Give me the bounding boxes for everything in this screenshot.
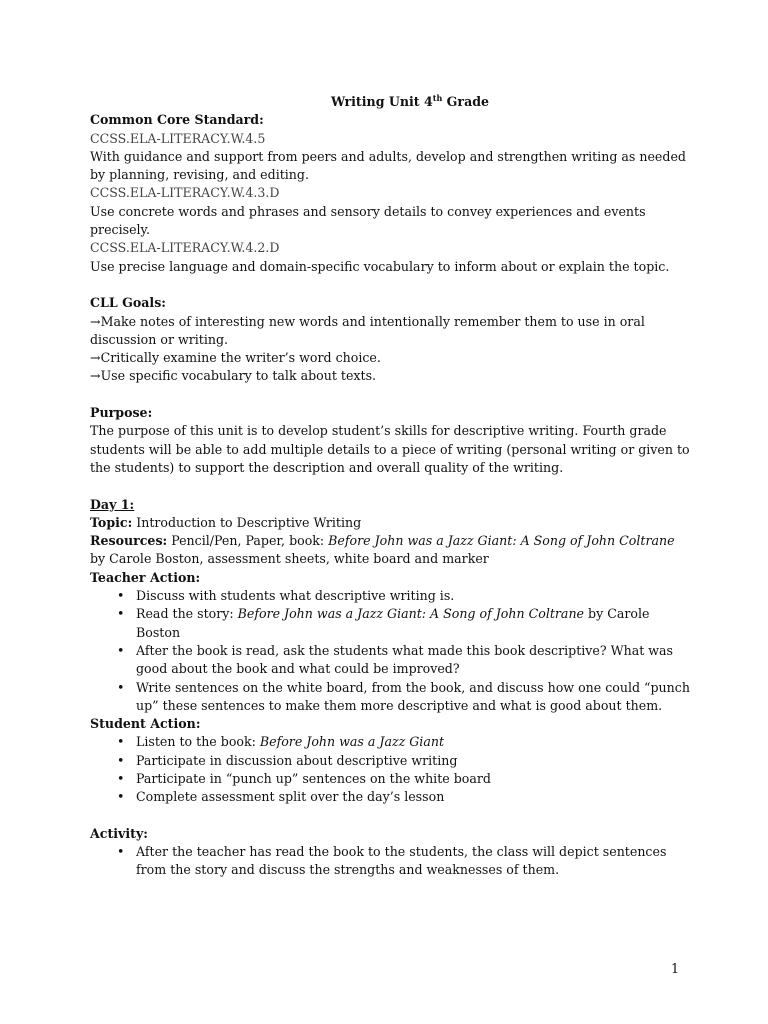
student-action-heading: Student Action:	[90, 716, 201, 732]
standard-text: Use precise language and domain-specific vocabulary to inform about or explain the topic.	[90, 258, 670, 274]
list-item: • After the teacher has read the book to the students, the class will depict sentences from the story and discuss the strengths and weaknesses of them.	[90, 843, 690, 880]
cll-goals-heading: CLL Goals:	[90, 295, 166, 311]
teacher-action-list	[90, 587, 690, 715]
topic-line: Topic: Introduction to Descriptive Writing	[90, 514, 362, 530]
standard-code: CCSS.ELA-LITERACY.W.4.3.D	[90, 185, 280, 201]
purpose-heading: Purpose:	[90, 405, 153, 421]
document-page	[90, 93, 690, 880]
cll-goal: → Make notes of interesting new words and intentionally remember them to use in oral discussion or writing.	[90, 313, 690, 350]
activity-list	[90, 843, 690, 880]
standard-text: With guidance and support from peers and adults, develop and strengthen writing as needed by planning, revising, and editing.	[90, 148, 686, 183]
list-item: • Participate in discussion about descriptive writing	[90, 752, 690, 770]
cll-goal: → Use specific vocabulary to talk about texts.	[90, 367, 690, 385]
list-item: • Discuss with students what descriptive writing is.	[90, 587, 690, 605]
list-item: • Write sentences on the white board, from the book, and discuss how one could “punch up” these sentences to make them more descriptive and what is good about them.	[90, 679, 690, 716]
list-item: • Complete assessment split over the day’s lesson	[90, 788, 690, 806]
page-number: 1	[671, 961, 680, 976]
page-title: Writing Unit 4th Grade	[330, 92, 490, 109]
list-item: • After the book is read, ask the students what made this book descriptive? What was good about the book and what could be improved?	[90, 642, 690, 679]
list-item: • Read the story: Before John was a Jazz Giant: A Song of John Coltrane by Carole Boston	[90, 605, 690, 642]
teacher-action-heading: Teacher Action:	[90, 569, 201, 585]
resources-line: Resources: Pencil/Pen, Paper, book: Before John was a Jazz Giant: A Song of John Coltrane by Carole Boston, assessment sheets, white board and marker	[90, 533, 675, 567]
standard-code: CCSS.ELA-LITERACY.W.4.2.D	[90, 240, 280, 256]
standard-text: Use concrete words and phrases and sensory details to convey experiences and events precisely.	[90, 203, 646, 238]
list-item: • Participate in “punch up” sentences on the white board	[90, 770, 690, 788]
standard-code: CCSS.ELA-LITERACY.W.4.5	[90, 130, 266, 146]
activity-heading: Activity:	[90, 825, 148, 841]
common-core-heading: Common Core Standard:	[90, 112, 264, 128]
day1-heading: Day 1:	[90, 496, 135, 512]
student-action-list	[90, 733, 690, 806]
cll-goal: → Critically examine the writer’s word choice.	[90, 349, 690, 367]
purpose-text: The purpose of this unit is to develop student’s skills for descriptive writing. Fourth grade students will be able to add multiple details to a piece of writing (personal writing or given to the students) to support the description and overall quality of the writing.	[90, 423, 690, 475]
list-item: • Listen to the book: Before John was a Jazz Giant	[90, 733, 690, 751]
